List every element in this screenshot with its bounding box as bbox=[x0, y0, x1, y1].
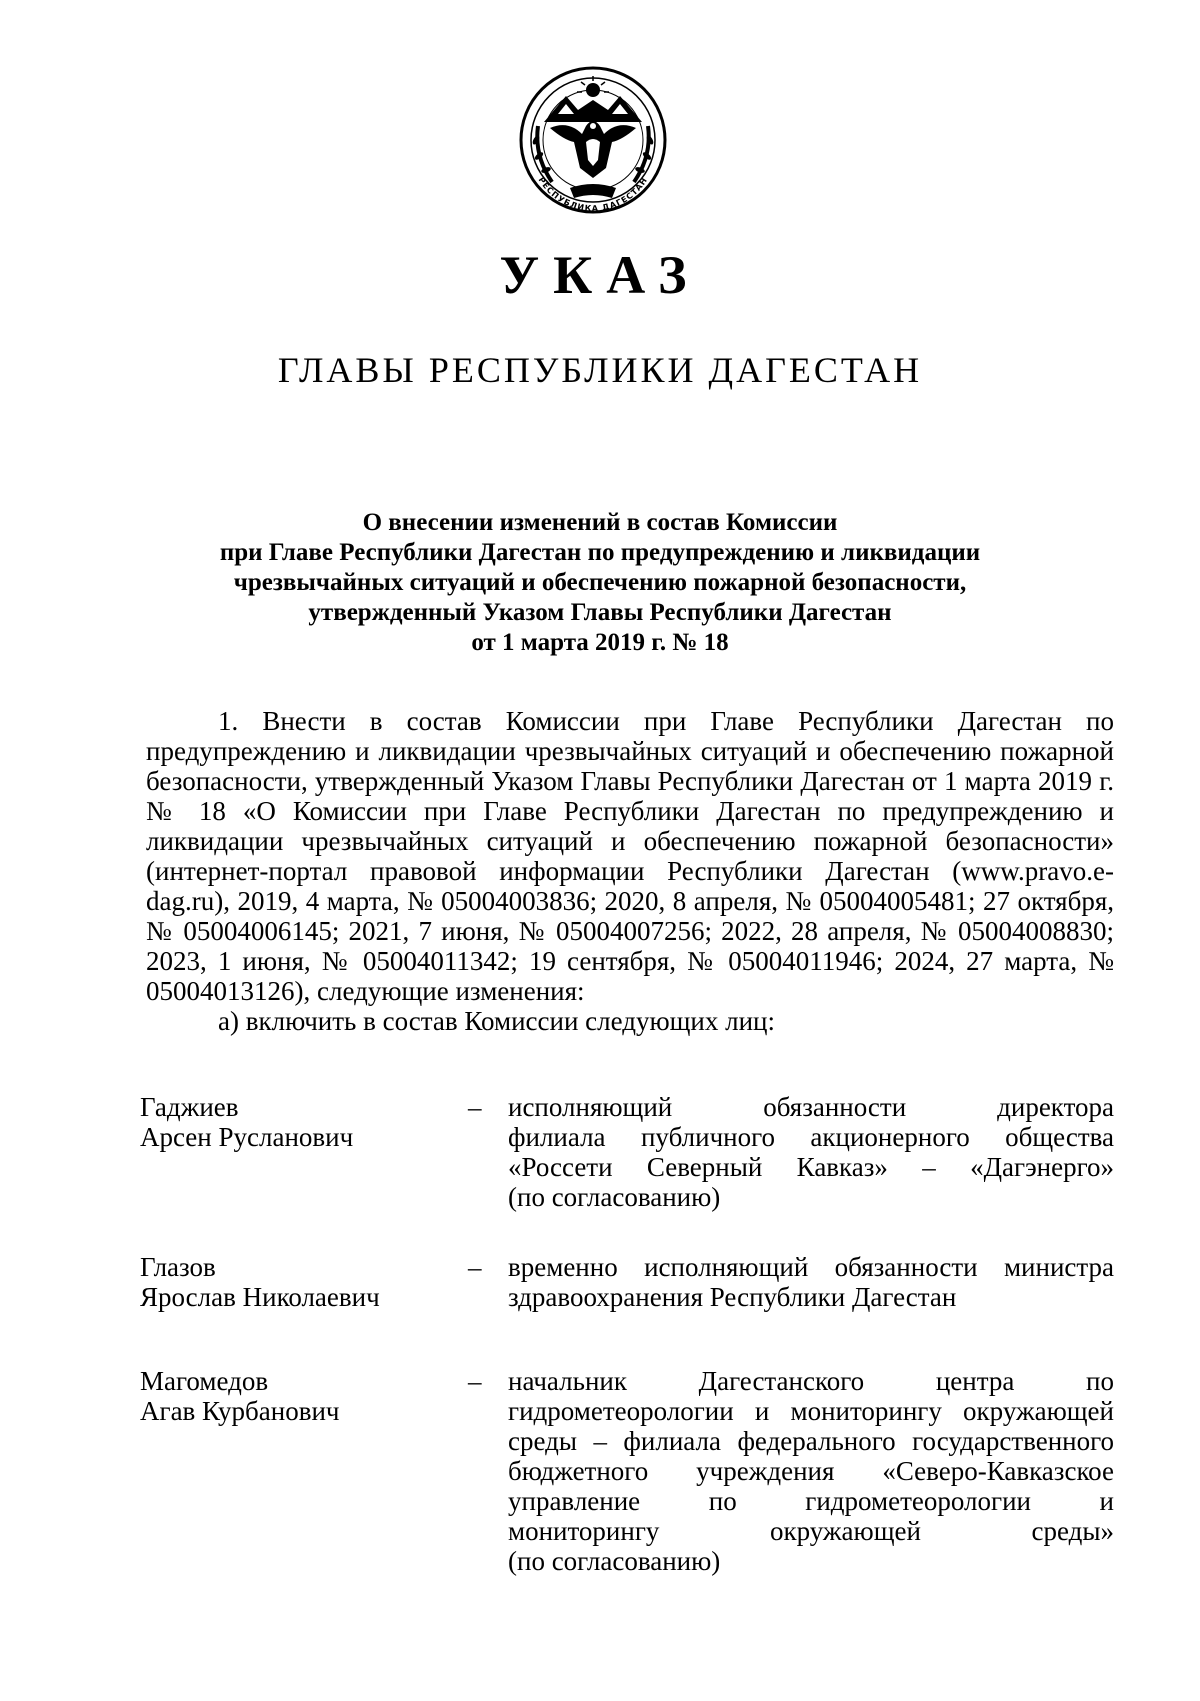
person-given-name: Ярослав Николаевич bbox=[140, 1282, 380, 1312]
dash-separator: – bbox=[468, 1366, 482, 1396]
person-given-name: Агав Курбанович bbox=[140, 1396, 340, 1426]
decree-heading bbox=[150, 508, 1050, 658]
person-surname: Магомедов bbox=[140, 1366, 269, 1396]
position-line: мониторингу окружающей среды» bbox=[508, 1516, 1114, 1546]
decree-body bbox=[146, 706, 1114, 1036]
heading-line: утвержденный Указом Главы Республики Дагестан bbox=[308, 599, 892, 626]
dash-separator: – bbox=[468, 1252, 482, 1282]
dagestan-emblem-icon bbox=[508, 56, 678, 220]
position-line: филиала публичного акционерного общества bbox=[508, 1122, 1114, 1152]
person-name bbox=[140, 1252, 468, 1312]
person-given-name: Арсен Русланович bbox=[140, 1122, 354, 1152]
position-line: (по согласованию) bbox=[508, 1182, 721, 1212]
person-name bbox=[140, 1366, 468, 1576]
position-line: среды – филиала федерального государственного bbox=[508, 1426, 1114, 1456]
heading-line: от 1 марта 2019 г. № 18 bbox=[471, 629, 729, 656]
person-entry bbox=[140, 1252, 1114, 1312]
decree-issuer: ГЛАВЫ РЕСПУБЛИКИ ДАГЕСТАН bbox=[277, 350, 923, 390]
person-surname: Гаджиев bbox=[140, 1092, 239, 1122]
position-line: начальник Дагестанского центра по bbox=[508, 1366, 1114, 1396]
position-line: (по согласованию) bbox=[508, 1546, 721, 1576]
position-line: исполняющий обязанности директора bbox=[508, 1092, 1114, 1122]
heading-line: при Главе Республики Дагестан по предупреждению и ликвидации bbox=[219, 539, 981, 566]
position-line: бюджетного учреждения «Северо-Кавказское bbox=[508, 1456, 1114, 1486]
heading-line: О внесении изменений в состав Комиссии bbox=[362, 509, 838, 536]
person-position bbox=[508, 1252, 1114, 1312]
person-name bbox=[140, 1092, 468, 1212]
paragraph-a: а) включить в состав Комиссии следующих лиц: bbox=[218, 1006, 776, 1036]
heading-line: чрезвычайных ситуаций и обеспечению пожарной безопасности, bbox=[233, 569, 967, 596]
decree-title: УКАЗ bbox=[499, 245, 701, 305]
position-line: управление по гидрометеорологии и bbox=[508, 1486, 1114, 1516]
persons-list bbox=[140, 1092, 1114, 1616]
person-entry bbox=[140, 1366, 1114, 1576]
person-position bbox=[508, 1366, 1114, 1576]
dash-separator: – bbox=[468, 1092, 482, 1122]
position-line: здравоохранения Республики Дагестан bbox=[508, 1282, 957, 1312]
position-line: временно исполняющий обязанности министра bbox=[508, 1252, 1114, 1282]
coat-of-arms-emblem bbox=[508, 56, 678, 220]
svg-text:РЕСПУБЛИКА ДАГЕСТАН: РЕСПУБЛИКА ДАГЕСТАН bbox=[536, 175, 650, 214]
person-entry bbox=[140, 1092, 1114, 1212]
position-line: «Россети Северный Кавказ» – «Дагэнерго» bbox=[508, 1152, 1114, 1182]
position-line: гидрометеорологии и мониторингу окружающей bbox=[508, 1396, 1114, 1426]
paragraph-1: 1. Внести в состав Комиссии при Главе Республики Дагестан по предупреждению и ликвидации чрезвычайных ситуаций и обеспечению пожарной безопасности, утвержденный Указом Главы Республики Дагестан от 1 марта 2019 г. № 18 «О Комиссии при Главе Республики Дагестан по предупреждению и ликвидации чрезвычайных ситуаций и обеспечению пожарной безопасности» (интернет-портал правовой информации Республики Дагестан (www.pravo.e-dag.ru), 2019, 4 марта, № 05004003836; 2020, 8 апреля, № 05004005481; 27 октября, № 05004006145; 2021, 7 июня, № 05004007256; 2022, 28 апреля, № 05004008830; 2023, 1 июня, № 05004011342; 19 сентября, № 05004011946; 2024, 27 марта, № 05004013126), следующие изменения: bbox=[146, 706, 1114, 1006]
person-surname: Глазов bbox=[140, 1252, 216, 1282]
person-position bbox=[508, 1092, 1114, 1212]
